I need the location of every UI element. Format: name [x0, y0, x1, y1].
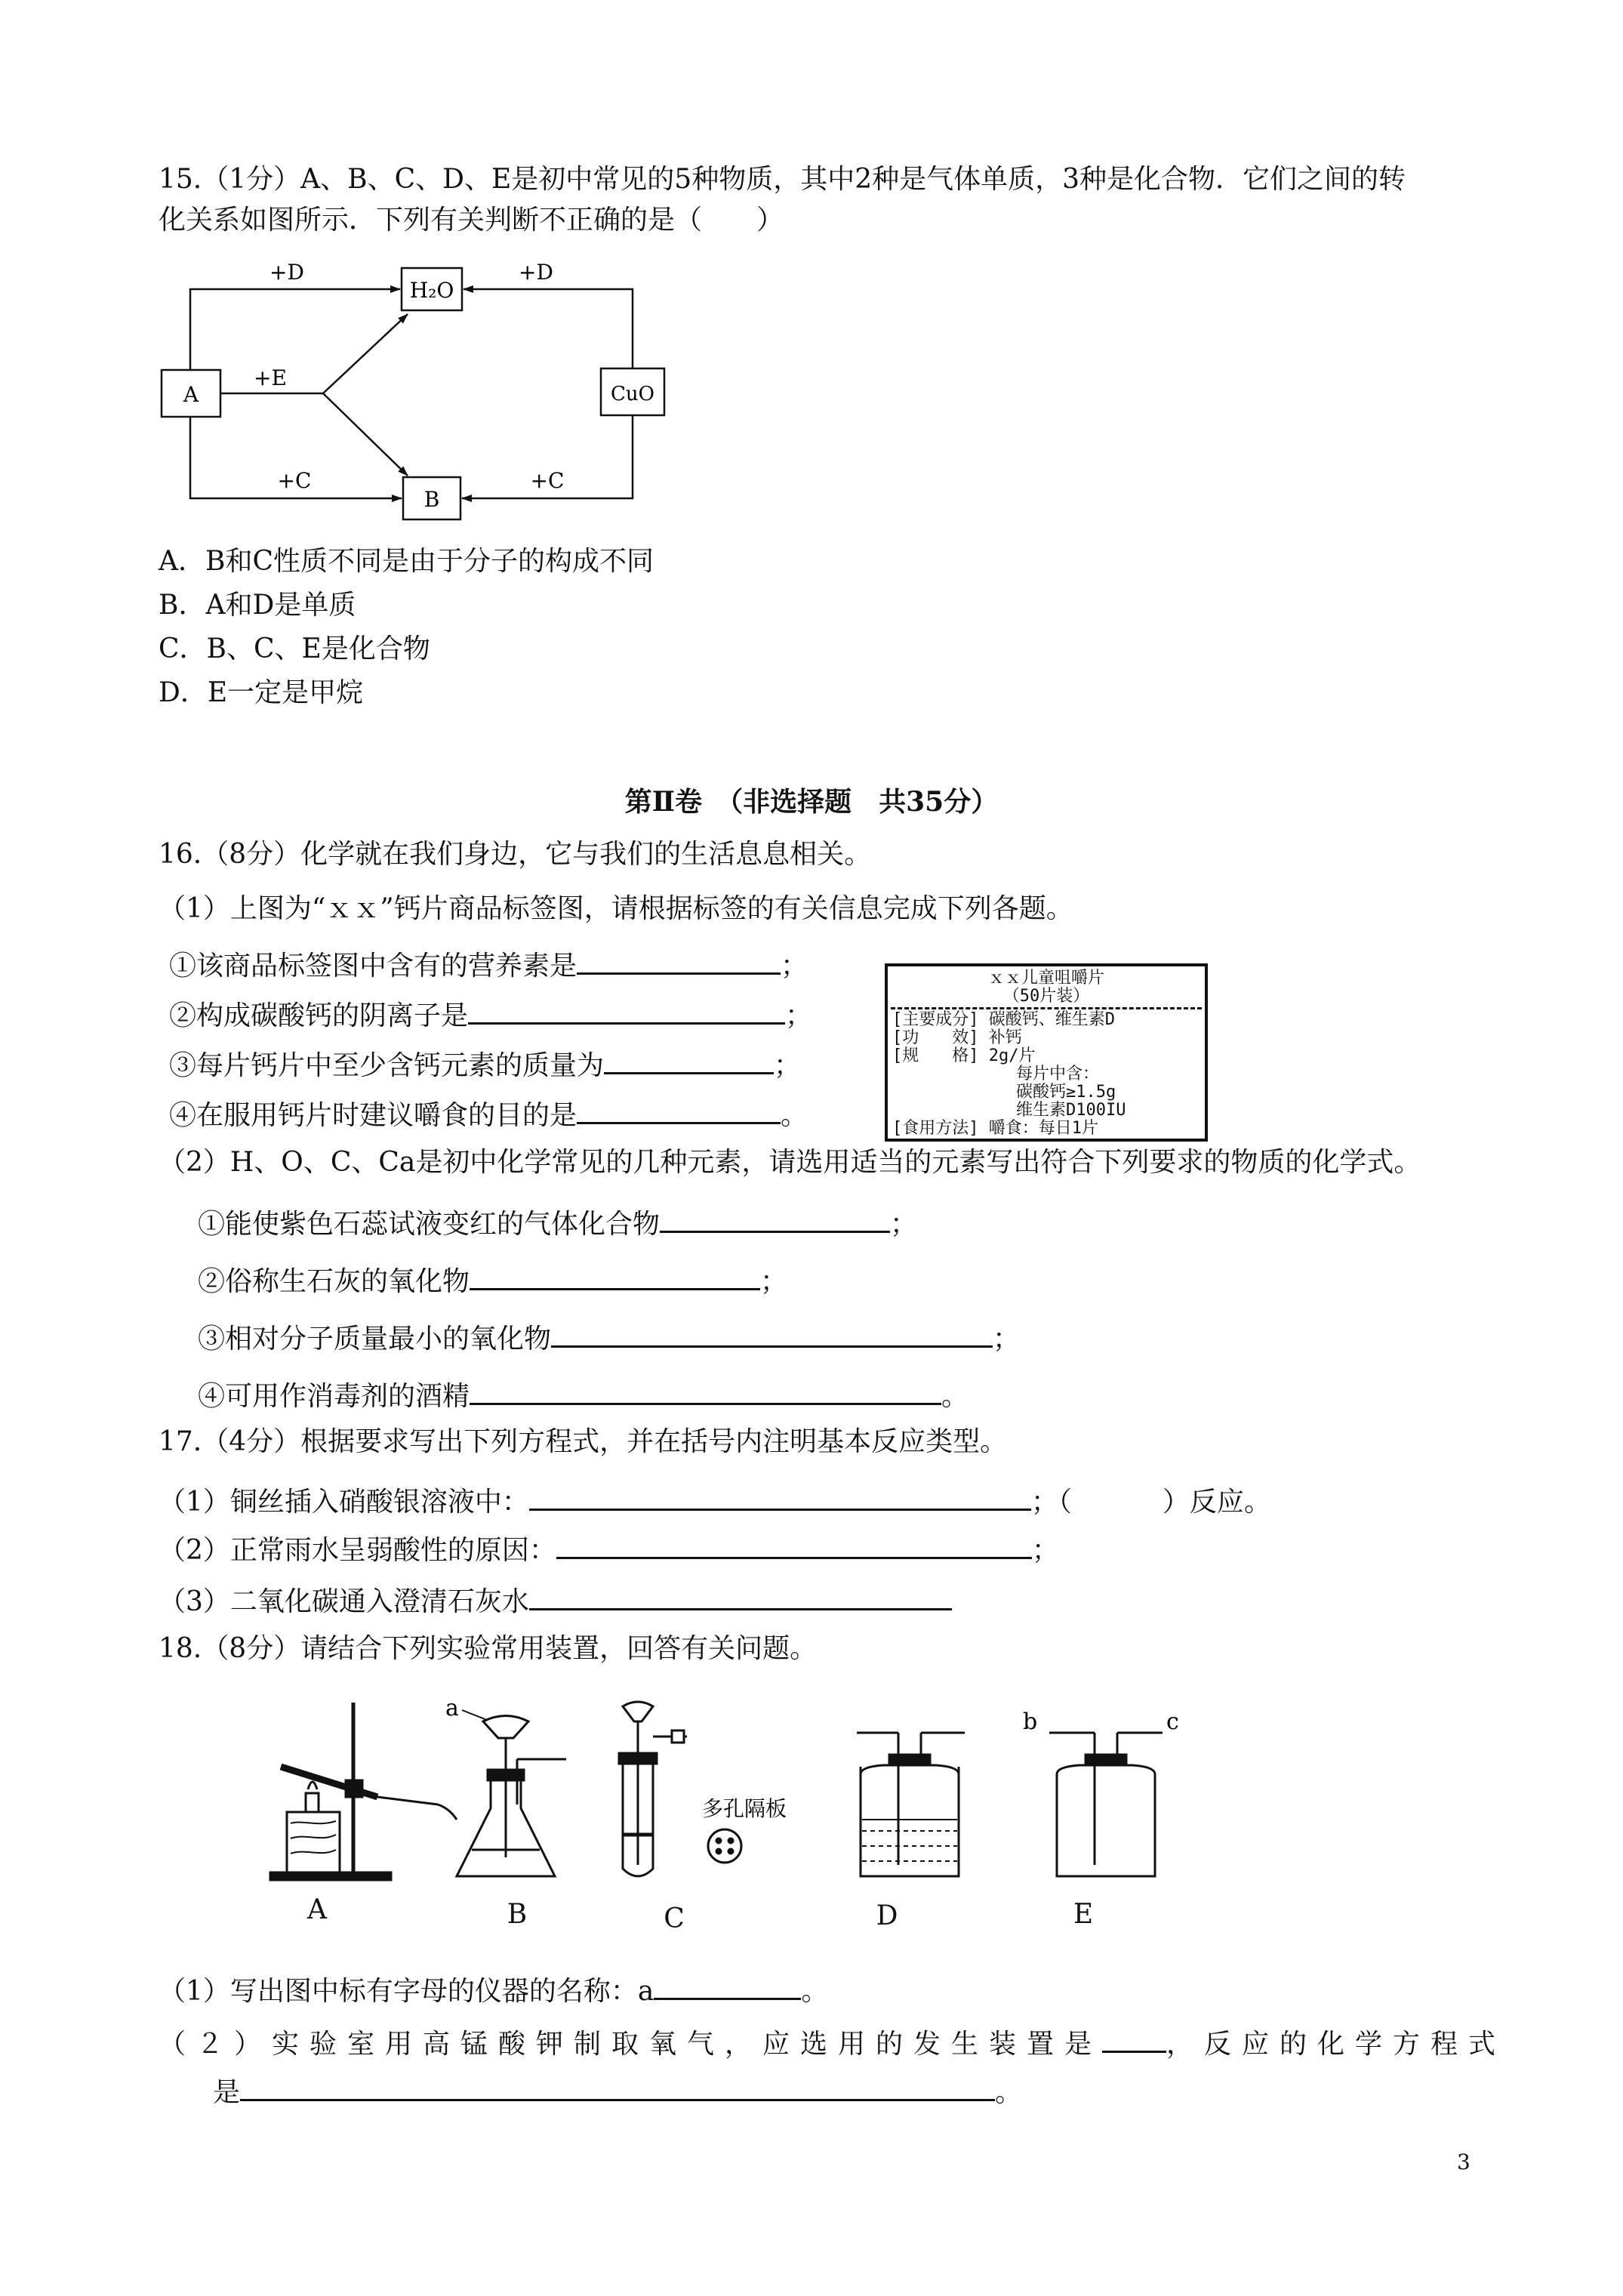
answer-blank[interactable] — [604, 1042, 774, 1074]
apparatus-c — [619, 1702, 741, 1876]
q17-stem: 17.（4分）根据要求写出下列方程式，并在括号内注明基本反应类型。 — [159, 1426, 1008, 1457]
q15-option-c: C．B、C、E是化合物 — [159, 633, 430, 664]
answer-blank[interactable] — [240, 2069, 995, 2101]
apparatus-a — [270, 1703, 457, 1880]
apparatus-label-e: E — [1073, 1899, 1094, 1930]
label-row6: 维生素D100IU — [1016, 1101, 1126, 1120]
answer-blank[interactable] — [470, 1373, 941, 1405]
box-cuo-label: CuO — [611, 383, 654, 405]
apparatus-label-a: A — [307, 1894, 327, 1925]
answer-blank[interactable] — [1102, 2020, 1166, 2053]
q15-stem-line2: 化关系如图所示．下列有关判断不正确的是（ ） — [159, 205, 784, 236]
q18-stem: 18.（8分）请结合下列实验常用装置，回答有关问题。 — [159, 1633, 818, 1664]
q18-apparatus-figure — [264, 1691, 1246, 1888]
plus-c-right: +C — [530, 468, 565, 493]
q17-item1: （1）铜丝插入硝酸银溶液中： ；（ ）反应。 — [159, 1478, 1271, 1521]
apparatus-label-d: D — [876, 1900, 898, 1931]
q16-part2: （2）H、O、C、Ca是初中化学常见的几种元素，请选用适当的元素写出符合下列要求的物质的化学式。 — [159, 1147, 1421, 1178]
answer-blank[interactable] — [556, 1527, 1032, 1559]
apparatus-label-c: C — [664, 1903, 685, 1934]
label-row3: [规 格] 2g/片 — [892, 1046, 1036, 1065]
plus-c-left: +C — [277, 468, 312, 493]
q16-p2-item1: ①能使紫色石蕊试液变红的气体化合物 ； — [198, 1200, 917, 1243]
label-title: ｘｘ儿童咀嚼片 — [987, 969, 1104, 988]
label-row2: [功 效] 补钙 — [892, 1028, 1022, 1047]
q15-option-a: A．B和C性质不同是由于分子的构成不同 — [159, 546, 654, 577]
apparatus-b — [457, 1716, 566, 1877]
q15-option-d: D．E一定是甲烷 — [159, 677, 364, 708]
q16-p1-item1: ①该商品标签图中含有的营养素是 ； — [169, 942, 808, 985]
q18-item2-line2: 是 。 — [213, 2069, 1022, 2111]
q16-p1-item3: ③每片钙片中至少含钙元素的质量为 ； — [169, 1042, 801, 1084]
apparatus-label-b: B — [507, 1899, 528, 1930]
plus-e: +E — [254, 365, 287, 390]
apparatus-d — [857, 1733, 965, 1876]
q15-conversion-diagram — [151, 257, 679, 529]
q17-item2: （2）正常雨水呈弱酸性的原因： ； — [159, 1527, 1059, 1569]
q17-item3: （3）二氧化碳通入澄清石灰水 — [159, 1578, 952, 1620]
q16-part1: （1）上图为“ｘｘ”钙片商品标签图，请根据标签的有关信息完成下列各题。 — [159, 893, 1073, 924]
q16-p2-item3: ③相对分子质量最小的氧化物 ； — [198, 1315, 1020, 1358]
plus-d-left: +D — [269, 260, 304, 285]
answer-blank[interactable] — [468, 992, 785, 1025]
box-b-label: B — [423, 487, 440, 512]
answer-blank[interactable] — [529, 1478, 1031, 1511]
q15-stem-line1: 15.（1分）A、B、C、D、E是初中常见的5种物质，其中2种是气体单质，3种是化合物．它们之间的转 — [159, 164, 1406, 195]
answer-blank[interactable] — [529, 1578, 952, 1610]
porous-plate-label: 多孔隔板 — [702, 1796, 787, 1821]
answer-blank[interactable] — [660, 1200, 890, 1233]
tag-b: b — [1023, 1709, 1038, 1735]
q16-stem: 16.（8分）化学就在我们身边，它与我们的生活息息相关。 — [159, 839, 872, 870]
q16-p2-item4: ④可用作消毒剂的酒精 。 — [198, 1373, 969, 1415]
q18-item1: （1）写出图中标有字母的仪器的名称：a 。 — [159, 1968, 828, 2010]
label-subtitle: （50片装） — [1002, 987, 1090, 1006]
plus-d-right: +D — [519, 260, 553, 285]
apparatus-e — [1049, 1733, 1163, 1876]
label-row4: 每片中含： — [1016, 1065, 1100, 1083]
q16-p1-item2: ②构成碳酸钙的阴离子是 ； — [169, 992, 812, 1034]
label-row1: [主要成分] 碳酸钙、维生素D — [892, 1010, 1115, 1029]
calcium-tablet-label — [885, 963, 1208, 1142]
answer-blank[interactable] — [551, 1315, 993, 1348]
answer-blank[interactable] — [470, 1258, 760, 1290]
answer-blank[interactable] — [577, 942, 781, 975]
box-a-label: A — [183, 382, 199, 407]
answer-blank[interactable] — [654, 1968, 801, 2000]
tag-a: a — [445, 1695, 459, 1721]
tag-c: c — [1166, 1709, 1179, 1735]
label-row7: [食用方法] 嚼食：每日1片 — [892, 1119, 1098, 1138]
q16-p1-item4: ④在服用钙片时建议嚼食的目的是 。 — [169, 1092, 808, 1134]
section2-title: 第Ⅱ卷 （非选择题 共35分） — [624, 786, 999, 818]
page-number: 3 — [1457, 2150, 1471, 2174]
q18-item2-line1: （２）实验室用高锰酸钾制取氧气，应选用的发生装置是 ，反应的化学方程式 — [159, 2020, 1506, 2063]
q16-p2-item2: ②俗称生石灰的氧化物 ； — [198, 1258, 787, 1300]
label-row5: 碳酸钙≥1.5g — [1016, 1083, 1116, 1102]
answer-blank[interactable] — [577, 1092, 781, 1124]
box-h2o-label: H₂O — [409, 278, 454, 303]
q15-option-b: B．A和D是单质 — [159, 590, 356, 621]
